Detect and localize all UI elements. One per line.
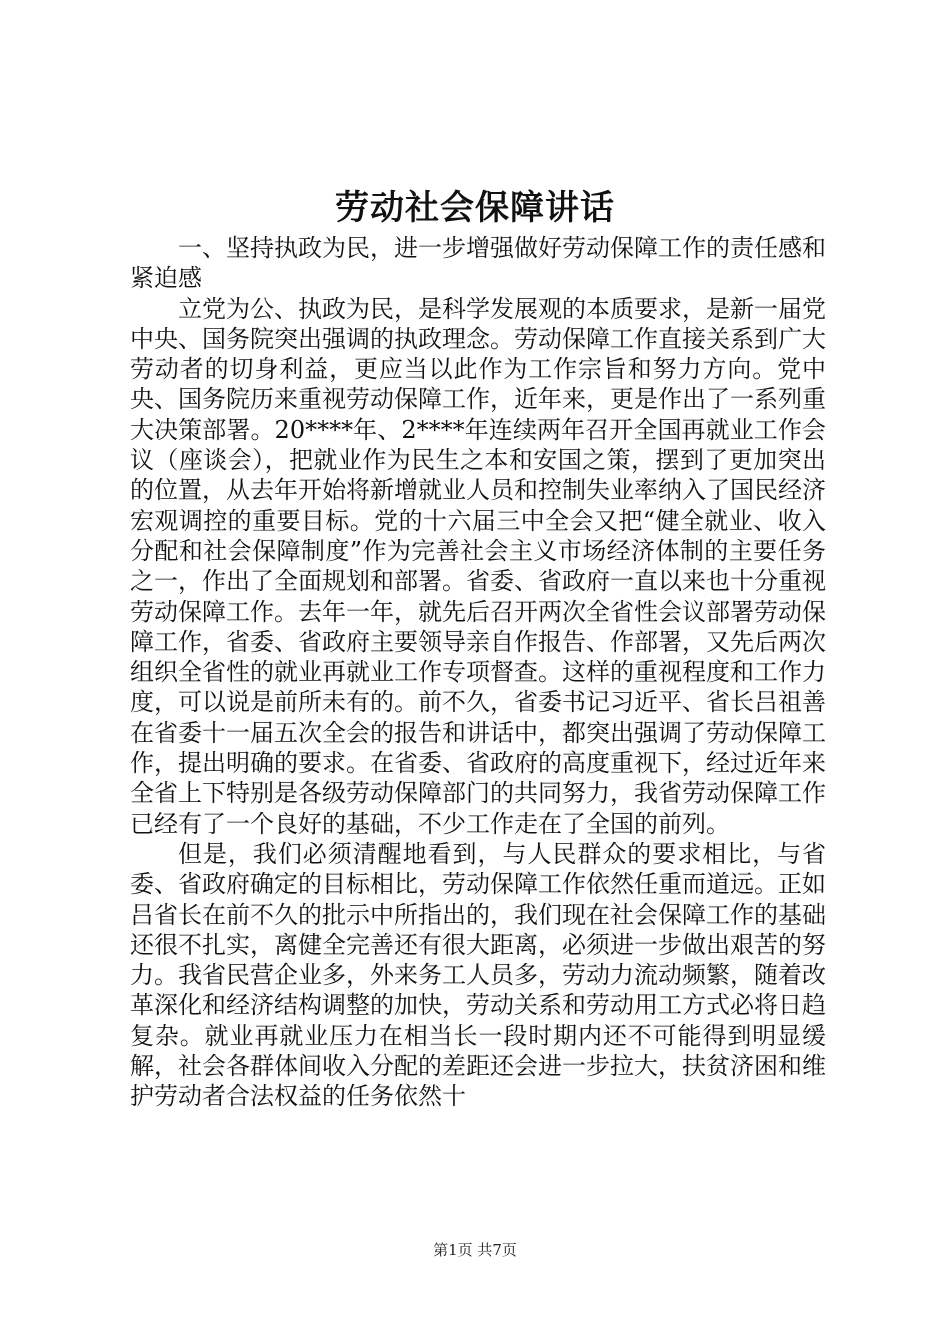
section-heading-paragraph: 一、坚持执政为民，进一步增强做好劳动保障工作的责任感和紧迫感 (130, 234, 826, 293)
document-body (130, 233, 826, 1112)
body-paragraph: 但是，我们必须清醒地看到，与人民群众的要求相比，与省委、省政府确定的目标相比，劳动保障工作依然任重而道远。正如吕省长在前不久的批示中所指出的，我们现在社会保障工作的基础还很不扎实，离健全完善还有很大距离，必须进一步做出艰苦的努力。我省民营企业多，外来务工人员多，劳动力流动频繁，随着改革深化和经济结构调整的加快，劳动关系和劳动用工方式必将日趋复杂。就业再就业压力在相当长一段时期内还不可能得到明显缓解，社会各群体间收入分配的差距还会进一步拉大，扶贫济困和维护劳动者合法权益的任务依然十 (130, 839, 826, 1111)
page-footer: 第1页 共7页 (433, 1241, 517, 1259)
body-paragraph: 立党为公、执政为民，是科学发展观的本质要求，是新一届党中央、国务院突出强调的执政理念。劳动保障工作直接关系到广大劳动者的切身利益，更应当以此作为工作宗旨和努力方向。党中央、国务院历来重视劳动保障工作，近年来，更是作出了一系列重大决策部署。20****年、2****年连续两年召开全国再就业工作会议（座谈会），把就业作为民生之本和安国之策，摆到了更加突出的位置，从去年开始将新增就业人员和控制失业率纳入了国民经济宏观调控的重要目标。党的十六届三中全会又把“健全就业、收入分配和社会保障制度”作为完善社会主义市场经济体制的主要任务之一，作出了全面规划和部署。省委、省政府一直以来也十分重视劳动保障工作。去年一年，就先后召开两次全省性会议部署劳动保障工作，省委、省政府主要领导亲自作报告、作部署，又先后两次组织全省性的就业再就业工作专项督查。这样的重视程度和工作力度，可以说是前所未有的。前不久，省委书记习近平、省长吕祖善在省委十一届五次全会的报告和讲话中，都突出强调了劳动保障工作，提出明确的要求。在省委、省政府的高度重视下，经过近年来全省上下特别是各级劳动保障部门的共同努力，我省劳动保障工作已经有了一个良好的基础，不少工作走在了全国的前列。 (130, 294, 826, 838)
document-title: 劳动社会保障讲话 (335, 188, 615, 228)
